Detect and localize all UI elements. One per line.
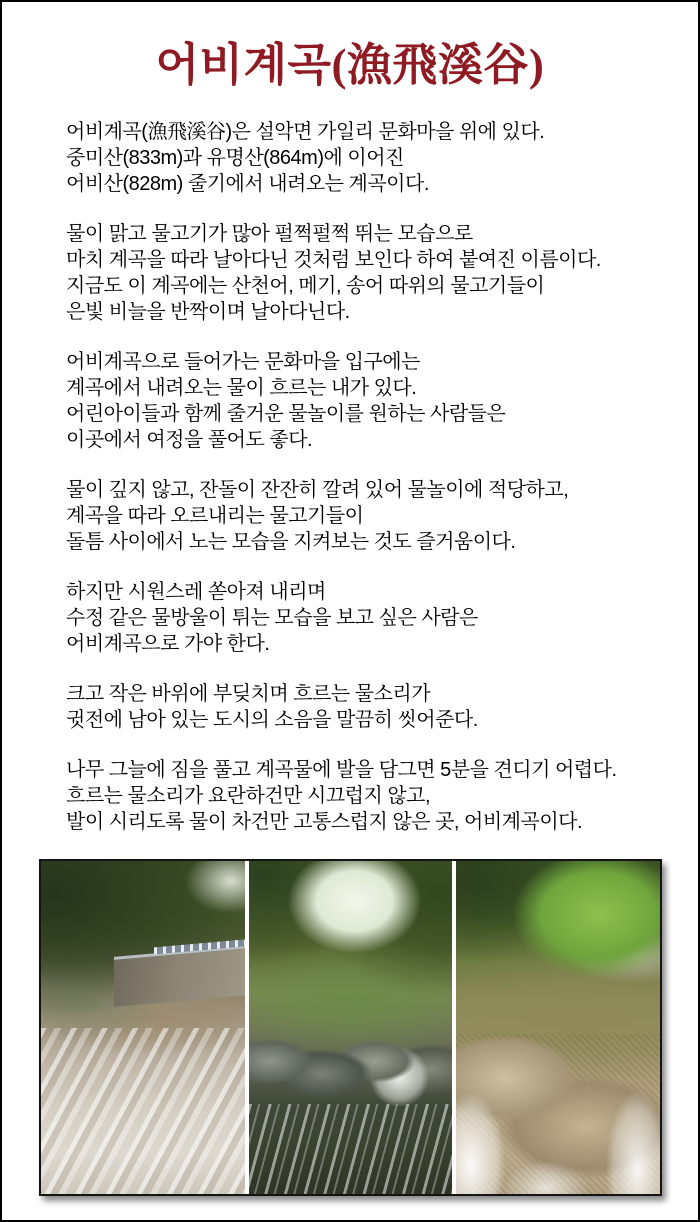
dark-pool-ripples-layer: [249, 1104, 453, 1194]
paragraph-4: [66, 477, 668, 555]
photo-gallery: [39, 859, 662, 1196]
paragraph-1: [66, 119, 668, 197]
text-line: 중미산(833m)과 유명산(864m)에 이어진: [66, 147, 404, 169]
boulder-band: [249, 1028, 453, 1108]
rushing-water-layer: [41, 1028, 245, 1195]
paragraph-7: [66, 757, 668, 835]
paragraph-2: [66, 221, 668, 325]
valley-cascade-rocks-photo: [456, 861, 660, 1194]
text-line: 물이 깊지 않고, 잔돌이 잔잔히 깔려 있어 물놀이에 적당하고,: [66, 479, 569, 501]
text-line: 귓전에 남아 있는 도시의 소음을 말끔히 씻어준다.: [66, 709, 478, 731]
page-title: 어비계곡(漁飛溪谷): [155, 40, 545, 90]
text-line: 돌틈 사이에서 노는 모습을 지켜보는 것도 즐거움이다.: [66, 531, 516, 553]
paragraph-6: [66, 681, 668, 733]
text-line: 발이 시리도록 물이 차건만 고통스럽지 않은 곳, 어비계곡이다.: [66, 811, 583, 833]
text-line: 어비계곡으로 가야 한다.: [66, 633, 270, 655]
text-line: 물이 맑고 물고기가 많아 펄쩍펄쩍 뛰는 모습으로: [66, 223, 473, 245]
text-line: 크고 작은 바위에 부딪치며 흐르는 물소리가: [66, 683, 431, 705]
text-line: 어린아이들과 함께 줄거운 물놀이를 원하는 사람들은: [66, 403, 506, 425]
paragraph-3: [66, 349, 668, 453]
stone-weir: [114, 945, 244, 1006]
text-line: 어비계곡(漁飛溪谷)은 설악면 가일리 문화마을 위에 있다.: [66, 121, 545, 143]
text-line: 수정 같은 물방울이 튀는 모습을 보고 싶은 사람은: [66, 607, 478, 629]
text-line: 어비계곡으로 들어가는 문화마을 입구에는: [66, 351, 420, 373]
text-line: 흐르는 물소리가 요란하건만 시끄럽지 않고,: [66, 785, 431, 807]
text-line: 지금도 이 계곡에는 산천어, 메기, 송어 따위의 물고기들이: [66, 275, 545, 297]
text-line: 이곳에서 여정을 풀어도 좋다.: [66, 429, 313, 451]
text-line: 나무 그늘에 짐을 풀고 계곡물에 발을 담그면 5분을 견디기 어렵다.: [66, 759, 617, 781]
valley-boulders-pool-photo: [249, 861, 453, 1194]
text-line: 계곡에서 내려오는 물이 흐르는 내가 있다.: [66, 377, 417, 399]
article-body: [66, 119, 668, 835]
white-cascade-layer: [456, 1061, 660, 1194]
text-line: 은빛 비늘을 반짝이며 날아다닌다.: [66, 301, 350, 323]
paragraph-5: [66, 579, 668, 657]
text-line: 하지만 시원스레 쏟아져 내리며: [66, 581, 326, 603]
text-line: 계곡을 따라 오르내리는 물고기들이: [66, 505, 364, 527]
valley-stream-with-weir-photo: [41, 861, 245, 1194]
text-line: 어비산(828m) 줄기에서 내려오는 계곡이다.: [66, 173, 429, 195]
text-line: 마치 계곡을 따라 날아다닌 것처럼 보인다 하여 붙여진 이름이다.: [66, 249, 601, 271]
